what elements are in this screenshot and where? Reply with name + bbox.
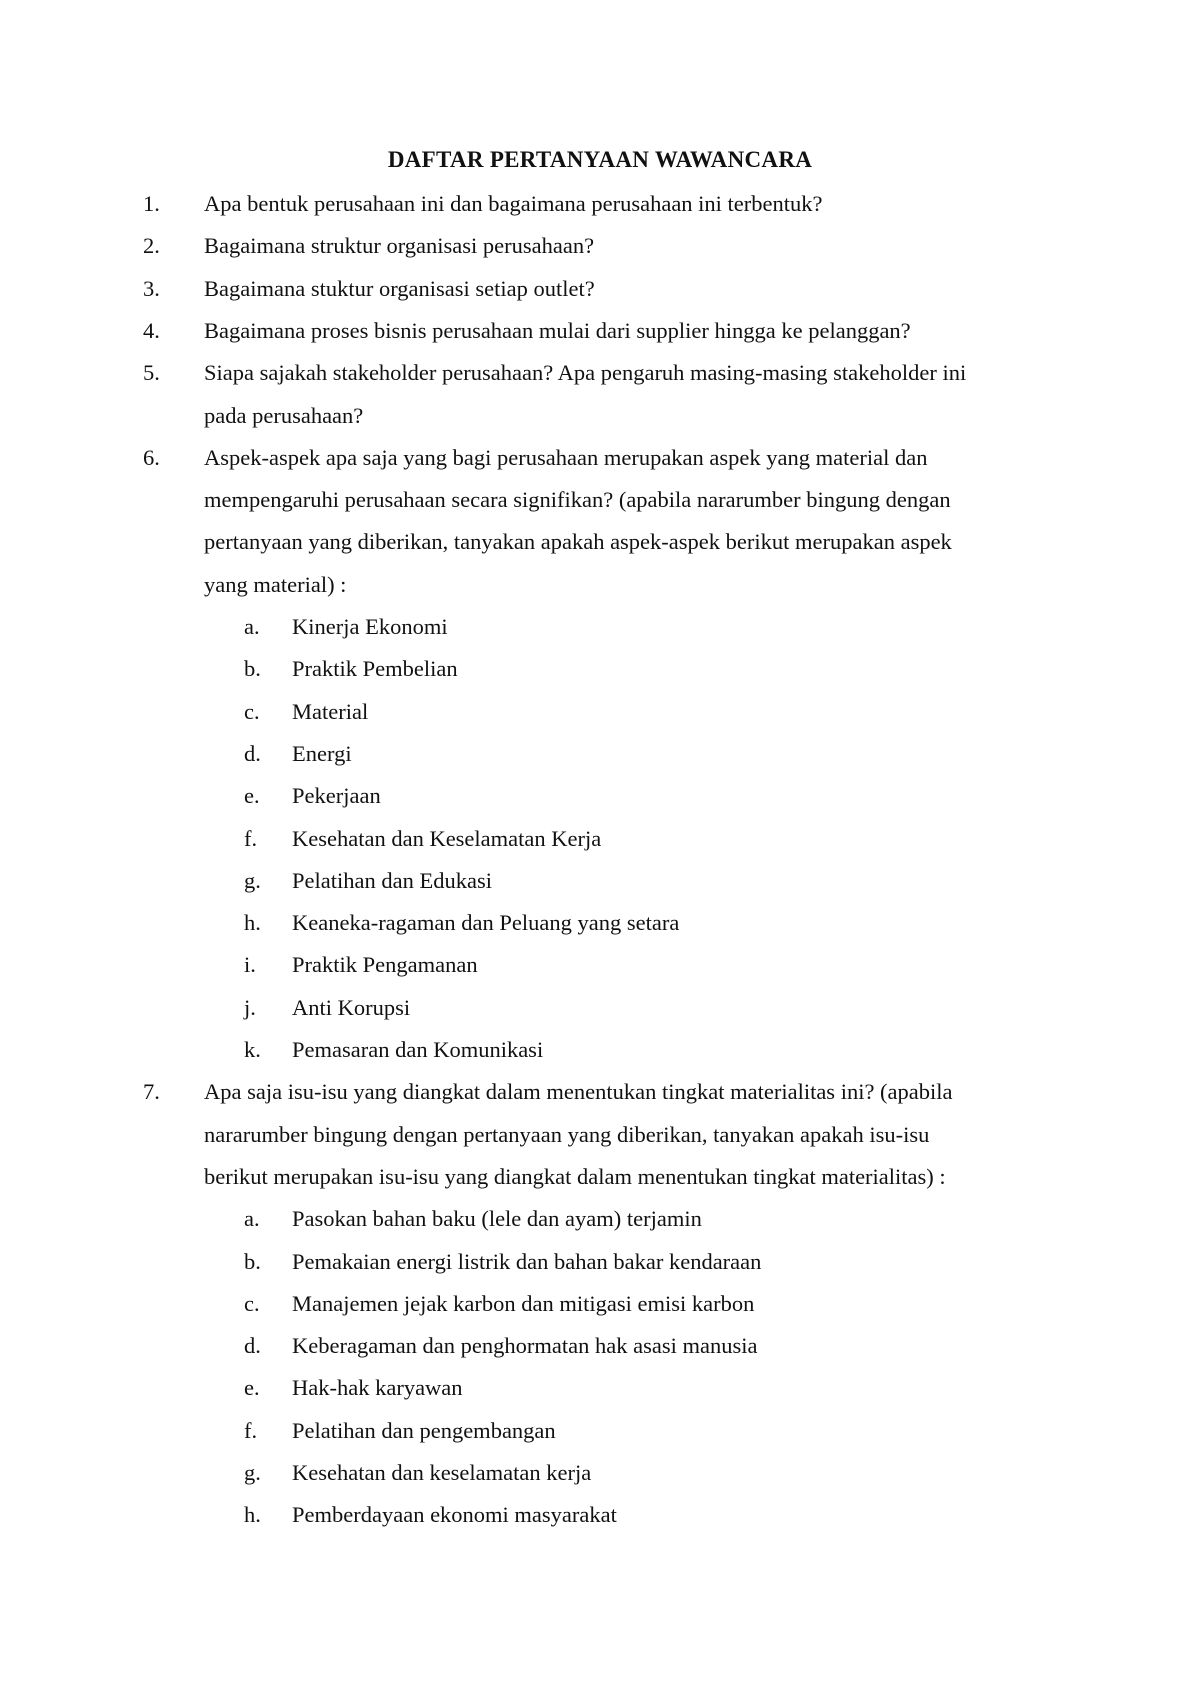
sub-item-letter: f. [244,825,258,851]
sub-item-text: Pemberdayaan ekonomi masyarakat [292,1502,617,1528]
sub-item-letter: i. [244,952,256,978]
sub-item-letter: a. [244,614,260,639]
sub-item-letter: c. [244,1290,260,1316]
question-text: Apa saja isu-isu yang diangkat dalam menentukan tingkat materialitas ini? (apabila [204,1079,953,1105]
question-text: mempengaruhi perusahaan secara signifikan? (apabila nararumber bingung dengan [204,487,951,513]
sub-item-letter: f. [244,1417,258,1443]
sub-item-letter: d. [244,1333,261,1359]
sub-item-text: Anti Korupsi [292,994,411,1020]
sub-item-letter: d. [244,740,261,766]
question-number: 1. [143,191,160,216]
question-number: 5. [143,360,160,386]
question-text: yang material) : [204,571,347,597]
question-text: pertanyaan yang diberikan, tanyakan apakah aspek-aspek berikut merupakan aspek [204,529,952,555]
sub-item-text: Kesehatan dan Keselamatan Kerja [292,825,602,851]
sub-item-letter: e. [244,1375,260,1401]
sub-item-letter: h. [244,910,261,936]
sub-item-text: Energi [292,740,352,766]
sub-item-letter: j. [244,994,256,1020]
sub-item-text: Hak-hak karyawan [292,1375,463,1401]
question-text: Bagaimana struktur organisasi perusahaan? [204,233,595,259]
sub-item-text: Praktik Pembelian [292,656,458,682]
question-text: Siapa sajakah stakeholder perusahaan? Apa pengaruh masing-masing stakeholder ini [204,360,967,386]
question-number: 3. [143,275,160,301]
sub-item-text: Pelatihan dan pengembangan [292,1417,556,1443]
question-number: 2. [143,233,160,259]
sub-item-text: Pemasaran dan Komunikasi [292,1037,544,1062]
sub-item-text: Keaneka-ragaman dan Peluang yang setara [292,910,680,936]
sub-item-text: Praktik Pengamanan [292,952,478,978]
sub-item-text: Pelatihan dan Edukasi [292,867,492,893]
sub-item-letter: g. [244,867,261,893]
sub-item-text: Pekerjaan [292,783,381,809]
question-text: Aspek-aspek apa saja yang bagi perusahaan merupakan aspek yang material dan [204,444,928,470]
sub-item-text: Kesehatan dan keselamatan kerja [292,1460,592,1485]
page-title: DAFTAR PERTANYAAN WAWANCARA [387,147,813,172]
question-text: pada perusahaan? [204,402,364,428]
sub-item-letter: b. [244,1248,261,1274]
sub-item-letter: b. [244,656,261,682]
sub-item-letter: a. [244,1206,260,1232]
sub-item-text: Manajemen jejak karbon dan mitigasi emisi karbon [292,1290,755,1316]
sub-item-text: Material [292,698,369,724]
sub-item-text: Pemakaian energi listrik dan bahan bakar kendaraan [292,1248,762,1274]
sub-item-letter: k. [244,1037,261,1062]
sub-item-text: Keberagaman dan penghormatan hak asasi manusia [292,1333,758,1359]
question-text: berikut merupakan isu-isu yang diangkat dalam menentukan tingkat materialitas) : [204,1163,946,1189]
question-number: 6. [143,444,160,470]
sub-item-letter: h. [244,1502,261,1528]
question-text: Bagaimana stuktur organisasi setiap outlet? [204,275,595,301]
question-text: Apa bentuk perusahaan ini dan bagaimana perusahaan ini terbentuk? [204,191,823,216]
question-number: 4. [143,317,160,343]
sub-item-text: Kinerja Ekonomi [292,614,448,639]
question-text: nararumber bingung dengan pertanyaan yang diberikan, tanyakan apakah isu-isu [204,1121,930,1147]
question-text: Bagaimana proses bisnis perusahaan mulai dari supplier hingga ke pelanggan? [204,317,911,343]
question-number: 7. [143,1079,160,1105]
sub-item-text: Pasokan bahan baku (lele dan ayam) terjamin [292,1206,702,1232]
sub-item-letter: g. [244,1460,261,1485]
sub-item-letter: e. [244,783,260,809]
sub-item-letter: c. [244,698,260,724]
